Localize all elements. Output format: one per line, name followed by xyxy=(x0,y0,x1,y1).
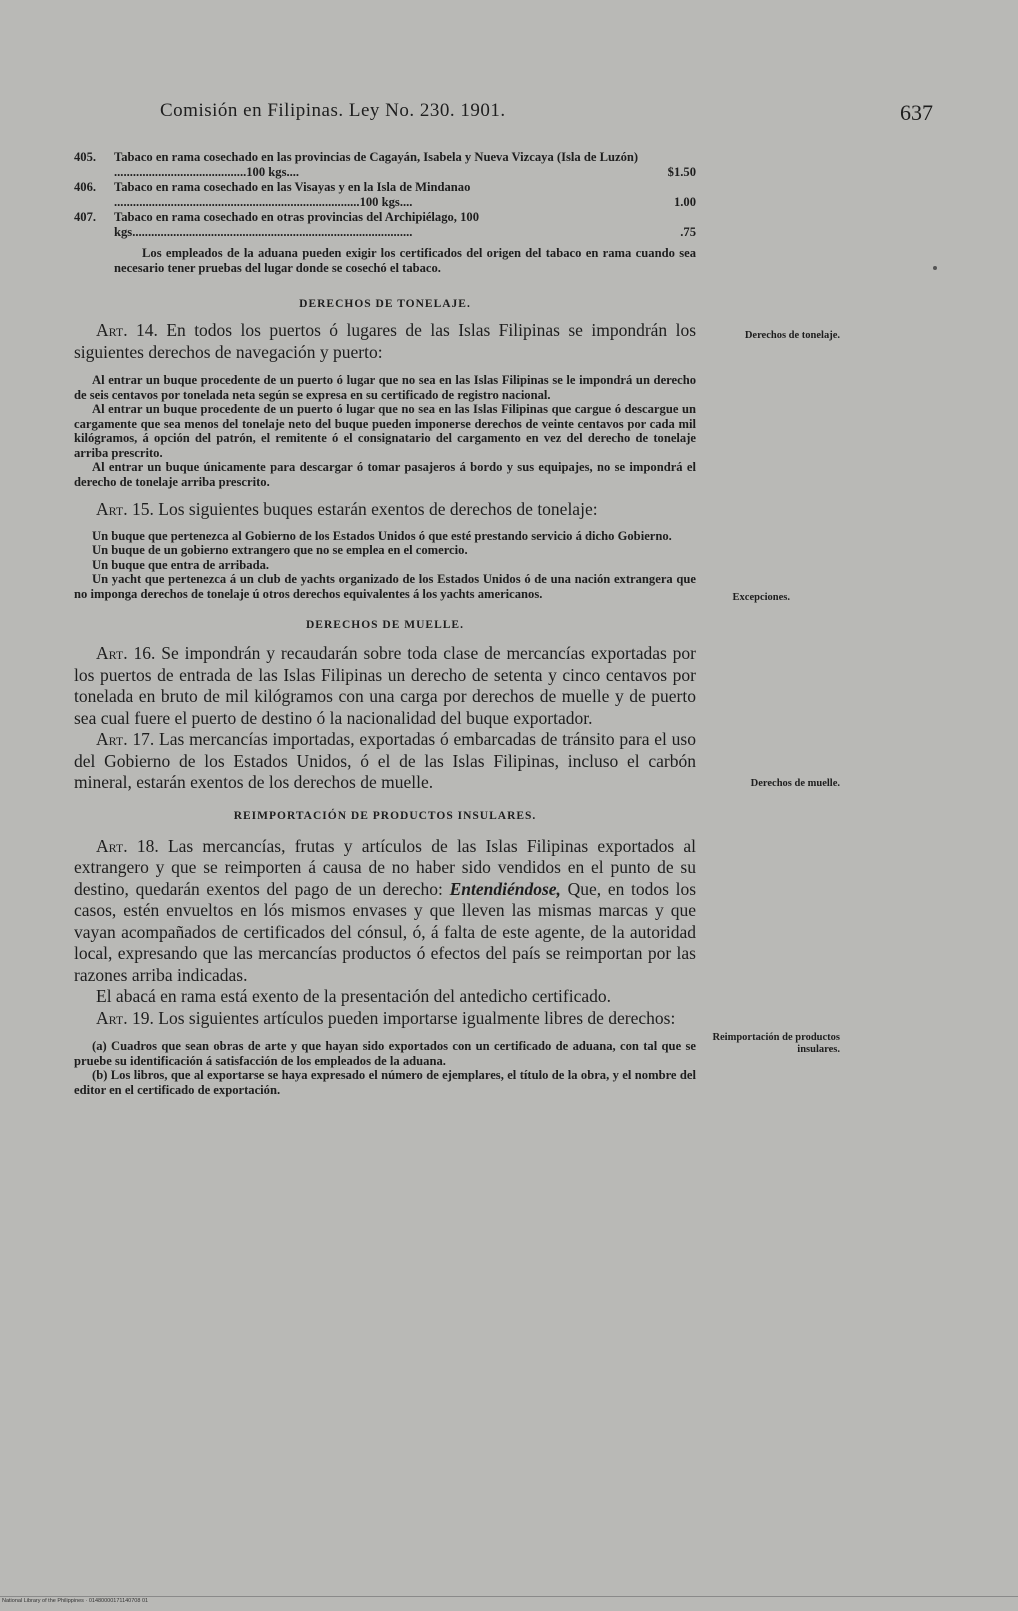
running-title: Comisión en Filipinas. Ley No. 230. 1901. xyxy=(160,100,506,121)
article-14 xyxy=(74,320,696,363)
article-label: Art. 18. xyxy=(96,835,159,856)
margin-note-excepciones: Excepciones. xyxy=(732,592,790,603)
tariff-item-405 xyxy=(74,150,696,180)
tariff-item-407 xyxy=(74,210,696,240)
article-label: Art. 16. xyxy=(96,643,156,663)
item-number: 406. xyxy=(74,180,97,194)
item-amount: 1.00 xyxy=(673,195,696,209)
excepcion-para-1: Un buque que pertenezca al Gobierno de los Estados Unidos ó que esté prestando servicio á dicho Gobierno. xyxy=(92,528,672,543)
item-number: 407. xyxy=(74,210,97,224)
page-number: 637 xyxy=(900,100,933,125)
article-17 xyxy=(74,729,696,794)
article-text: Se impondrán y recaudarán sobre toda clase de mercancías exportadas por los puertos de entrada de las Islas Filipinas un derecho de setenta y cinco centavos por tonelada en bruto de mil kilógramos con una carga por derechos de muelle y de puerto sea cual fuere el puerto de destino ó la nacionalidad del buque exportador. xyxy=(74,643,696,728)
margin-note-reimportacion: Reimportación de productos insulares. xyxy=(712,1032,840,1055)
article-16 xyxy=(74,643,696,729)
heading-muelle: DERECHOS DE MUELLE. xyxy=(306,619,464,631)
article-15 xyxy=(74,499,696,521)
margin-note-muelle: Derechos de muelle. xyxy=(750,778,840,789)
article-19 xyxy=(74,1008,696,1030)
article-text-b: Que, en todos los casos, estén envueltos en lós mismos envases y que lleven las mismas marcas y que vayan acompañados de certificados del cónsul, ó, á falta de este agente, de la autoridad local, expresando que las mercancías productos ó efectos del país se reimportan por las razones arriba indicadas. xyxy=(74,878,697,985)
article-text: Los siguientes artículos pueden importarse igualmente libres de derechos: xyxy=(158,1007,676,1028)
article-label: Art. 17. xyxy=(96,729,155,749)
tonelaje-para-1: Al entrar un buque procedente de un puerto ó lugar que no sea en las Islas Filipinas se le impondrá un derecho de seis centavos por tonelada neta según se expresa en su certificado de registro nacional. xyxy=(74,373,696,402)
article-text: En todos los puertos ó lugares de las Islas Filipinas se impondrán los siguientes derechos de navegación y puerto: xyxy=(74,320,696,362)
tonelaje-para-3: Al entrar un buque únicamente para descargar ó tomar pasajeros á bordo y sus equipajes, no se impondrá el derecho de tonelaje arriba prescrito. xyxy=(74,460,696,489)
item-number: 405. xyxy=(74,150,97,164)
margin-note-tonelaje: Derechos de tonelaje. xyxy=(744,330,840,341)
heading-tonelaje: DERECHOS DE TONELAJE. xyxy=(299,298,471,310)
article-18 xyxy=(74,836,696,987)
item-text: Tabaco en rama cosechado en las provincias de Cagayán, Isabela y Nueva Vizcaya (Isla de Luzón) ..........................................100 kgs.... xyxy=(114,150,639,179)
item-amount: .75 xyxy=(680,225,696,239)
speck-mark xyxy=(933,266,937,270)
excepcion-para-4: Un yacht que pertenezca á un club de yachts organizado de los Estados Unidos ó de una nación extrangera que no imponga derechos de tonelaje ú otros derechos equivalentes á los yachts americanos. xyxy=(74,572,696,601)
article-emphasis: Entendiéndose, xyxy=(449,878,561,899)
item-text: Tabaco en rama cosechado en otras provincias del Archipiélago, 100 kgs......................................................................................... xyxy=(114,210,479,239)
main-text xyxy=(74,150,696,1097)
art19-item-a: (a) Cuadros que sean obras de arte y que hayan sido exportados con un certificado de aduana, con tal que se pruebe su identificación á satisfacción de los empleados de la aduana. xyxy=(74,1039,696,1068)
article-text-a: Las mercancías, frutas y artículos de las Islas Filipinas exportados al extrangero y que se reimporten á causa de no haber sido vendidos en el punto de su destino, quedarán exentos del pago de un derecho: xyxy=(74,835,696,899)
article-label: Art. 15. xyxy=(96,499,154,519)
tariff-item-406 xyxy=(74,180,696,210)
article-text: Los siguientes buques estarán exentos de derechos de tonelaje: xyxy=(158,499,598,519)
article-label: Art. 19. xyxy=(96,1007,154,1028)
article-label: Art. 14. xyxy=(96,320,158,340)
scan-footer: National Library of the Philippines · 01480000171140708 01 xyxy=(2,1598,149,1604)
excepcion-para-3: Un buque que entra de arribada. xyxy=(92,557,270,572)
footer-rule xyxy=(0,1596,1018,1597)
item-text: Tabaco en rama cosechado en las Visayas y en la Isla de Mindanao ..............................................................................100 kgs.... xyxy=(114,180,471,209)
tonelaje-para-2: Al entrar un buque procedente de un puerto ó lugar que no sea en las Islas Filipinas que cargue ó descargue un cargamente que sea menos del tonelaje neto del buque pueden imponerse derechos de veinte centavos por cada mil kilógramos, á opción del patrón, el remitente ó el consignatario del cargamento en vez del derecho de tonelaje arriba prescrito. xyxy=(74,402,696,460)
art19-item-b: (b) Los libros, que al exportarse se haya expresado el número de ejemplares, el título de la obra, y el nombre del editor en el certificado de exportación. xyxy=(74,1068,696,1097)
tobacco-note: Los empleados de la aduana pueden exigir los certificados del origen del tabaco en rama cuando sea necesario tener pruebas del lugar donde se cosechó el tabaco. xyxy=(114,246,696,275)
abaca-para: El abacá en rama está exento de la presentación del antedicho certificado. xyxy=(96,986,612,1006)
article-text: Las mercancías importadas, exportadas ó embarcadas de tránsito para el uso del Gobierno de los Estados Unidos, ó el de las Islas Filipinas, incluso el carbón mineral, estarán exentos de los derechos de muelle. xyxy=(74,729,696,792)
item-amount: $1.50 xyxy=(667,165,696,179)
heading-reimportacion: REIMPORTACIÓN DE PRODUCTOS INSULARES. xyxy=(233,809,537,822)
excepcion-para-2: Un buque de un gobierno extrangero que no se emplea en el comercio. xyxy=(92,543,468,557)
